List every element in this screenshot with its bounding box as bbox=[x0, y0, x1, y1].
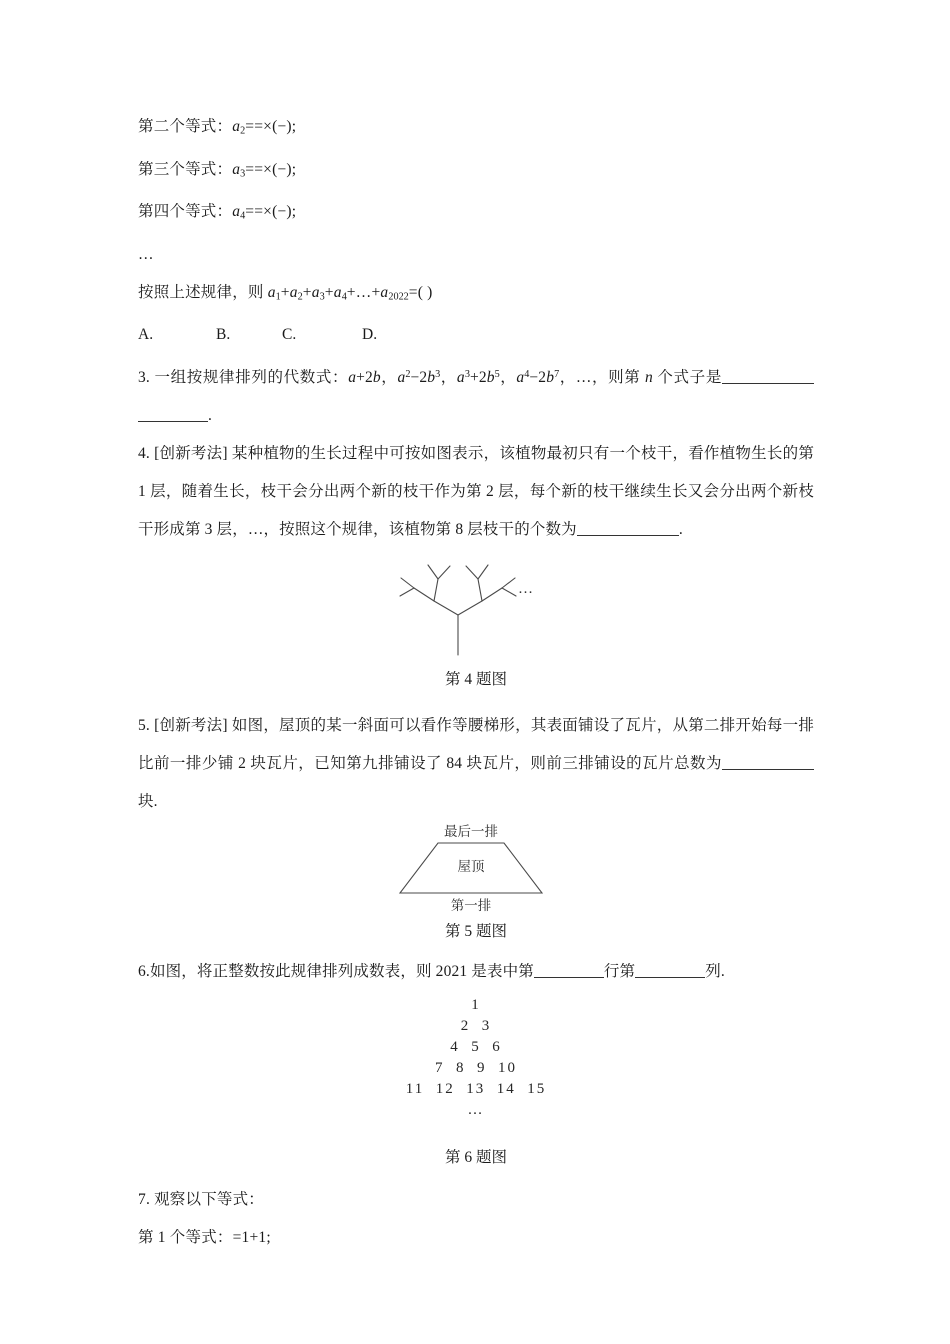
q3-text-lead: 一组按规律排列的代数式： bbox=[154, 369, 349, 387]
q5-figure bbox=[138, 823, 814, 915]
pyramid-cell: 15 bbox=[527, 1081, 547, 1098]
pyramid-row-2 bbox=[138, 1016, 814, 1037]
equation-line-2-var: a bbox=[232, 118, 241, 135]
q5-answer-blank[interactable] bbox=[722, 755, 814, 771]
trapezoid-inner-label: 屋顶 bbox=[457, 859, 485, 875]
equation-line-3-sub: 3 bbox=[240, 168, 246, 180]
q2-term-3: $a_3$ bbox=[311, 283, 325, 303]
q3-expression-1: a+2b bbox=[348, 369, 381, 387]
equation-line-2 bbox=[138, 108, 814, 151]
equation-line-3 bbox=[138, 151, 814, 194]
choice-c[interactable]: C. bbox=[282, 326, 297, 344]
q3-answer-blank[interactable] bbox=[722, 369, 814, 385]
q5-text: 如图，屋顶的某一斜面可以看作等腰梯形，其表面铺设了瓦片，从第二排开始每一排比前一排少铺 2 块瓦片，已知第九排铺设了 84 块瓦片，则前三排铺设的瓦片总数为 bbox=[138, 717, 814, 773]
trapezoid-top-label: 最后一排 bbox=[444, 824, 498, 840]
q3-expression-4: $a^4-2b^7$ bbox=[516, 369, 560, 387]
q4-figure-caption: 第 4 题图 bbox=[444, 671, 507, 689]
q2-rule-prefix: 按照上述规律，则 bbox=[138, 283, 268, 301]
q6-column-blank[interactable] bbox=[635, 963, 705, 979]
q3-text-tail: 个式子是 bbox=[652, 369, 722, 387]
pyramid-cell: 13 bbox=[466, 1081, 486, 1098]
question-7 bbox=[138, 1181, 814, 1219]
q4-text: 某种植物的生长过程中可按如图表示，该植物最初只有一个枝干，看作植物生长的第 1 层，随着生长，枝干会分出两个新的枝干作为第 2 层，每个新的枝干继续生长又会分出两个新枝干形成第 3 层，…，按照这个规律，该植物第 8 层枝干的个数为 bbox=[138, 445, 814, 539]
equation-line-4 bbox=[138, 193, 814, 236]
q2-term-last: $a_{2022}$ bbox=[380, 283, 409, 303]
pyramid-row-5 bbox=[138, 1079, 814, 1100]
q7-first-equation: 第 1 个等式：=1+1; bbox=[138, 1229, 271, 1247]
pyramid-cell: 4 bbox=[450, 1039, 460, 1056]
trapezoid-bottom-label: 第一排 bbox=[450, 898, 492, 914]
q2-sum-line: 按照上述规律，则 $a_1+a_2+a_3+a_4+\dots+a_{2022}=$( ) bbox=[138, 283, 433, 303]
q7-text: 观察以下等式： bbox=[154, 1191, 265, 1209]
question-6 bbox=[138, 953, 814, 991]
q2-choices bbox=[138, 316, 814, 354]
pyramid-cell: 10 bbox=[498, 1060, 517, 1077]
q3-var-n: n bbox=[644, 369, 653, 387]
q4-answer-blank-tail[interactable] bbox=[669, 521, 679, 537]
pyramid-cell: 2 bbox=[460, 1018, 471, 1035]
plant-branching-diagram bbox=[138, 555, 814, 661]
q4-period: . bbox=[678, 521, 683, 539]
pyramid-cell: 14 bbox=[496, 1081, 516, 1098]
q6-number-pyramid bbox=[138, 995, 814, 1121]
pyramid-cell: 7 bbox=[435, 1060, 445, 1077]
q3-expression-2: $a^2-2b^3$ bbox=[397, 369, 441, 387]
q2-term-2: $a_2$ bbox=[289, 283, 303, 303]
equation-line-3-prefix: 第三个等式： bbox=[138, 160, 233, 178]
q6-text-mid: 行第 bbox=[603, 963, 636, 981]
equation-line-4-var: a bbox=[232, 203, 241, 221]
q4-figure-ellipsis: … bbox=[518, 581, 535, 598]
q4-figure bbox=[138, 555, 814, 661]
pyramid-cell: 1 bbox=[471, 997, 481, 1014]
q3-answer-blank-2[interactable] bbox=[138, 407, 208, 423]
equation-line-4-sub: 4 bbox=[240, 210, 246, 222]
equation-line-4-prefix: 第四个等式： bbox=[138, 203, 233, 221]
question-4 bbox=[138, 435, 814, 549]
equation-line-3-var: a bbox=[232, 160, 241, 178]
equation-line-2-sub: 2 bbox=[240, 125, 246, 137]
equation-list-ellipsis: … bbox=[138, 245, 154, 263]
choice-d[interactable]: D. bbox=[362, 326, 378, 344]
pyramid-row-4 bbox=[138, 1058, 814, 1079]
choice-b[interactable]: B. bbox=[216, 326, 231, 344]
q2-term-1: $a_1$ bbox=[267, 283, 281, 303]
roof-trapezoid-diagram bbox=[138, 823, 814, 915]
q5-number: 5. bbox=[138, 717, 150, 735]
q7-number: 7. bbox=[138, 1191, 151, 1209]
q4-answer-blank[interactable] bbox=[577, 521, 669, 537]
pyramid-row-3 bbox=[138, 1037, 814, 1058]
q3-number: 3. bbox=[138, 369, 150, 387]
q5-tag: [创新考法] bbox=[154, 717, 228, 735]
q4-number: 4. bbox=[138, 445, 150, 463]
q6-figure-caption: 第 6 题图 bbox=[444, 1149, 507, 1167]
pyramid-cell: 6 bbox=[492, 1039, 502, 1056]
pyramid-cell: 8 bbox=[456, 1060, 466, 1077]
pyramid-cell: 5 bbox=[471, 1039, 481, 1056]
page-content bbox=[138, 108, 814, 1257]
pyramid-cell: 9 bbox=[477, 1060, 487, 1077]
q6-number: 6. bbox=[138, 963, 150, 981]
q3-text-mid: ，…，则第 bbox=[559, 369, 645, 387]
pyramid-cell: 11 bbox=[405, 1081, 425, 1098]
q3-period: . bbox=[208, 407, 213, 425]
pyramid-ellipsis: … bbox=[467, 1102, 485, 1119]
equation-line-2-prefix: 第二个等式： bbox=[138, 118, 233, 135]
pyramid-row-1 bbox=[138, 995, 814, 1016]
pyramid-cell: 12 bbox=[435, 1081, 455, 1098]
pyramid-cell: 3 bbox=[481, 1018, 492, 1035]
q6-row-blank[interactable] bbox=[534, 963, 604, 979]
q6-text-tail: 列. bbox=[705, 963, 725, 981]
q4-tag: [创新考法] bbox=[154, 445, 228, 463]
equation-line-3-body: ==×(−); bbox=[245, 160, 297, 178]
equation-line-2-body: ==×(−); bbox=[245, 118, 297, 135]
q2-sum-tail: =( ) bbox=[408, 283, 433, 301]
question-3: 3. 一组按规律排列的代数式：a+2b，$a^2-2b^3$，$a^3+2b^5$，$a^4-2b^7$，…，则第 n 个式子是. bbox=[138, 356, 814, 435]
q5-unit: 块. bbox=[138, 793, 158, 811]
question-5 bbox=[138, 707, 814, 821]
choice-a[interactable]: A. bbox=[138, 326, 154, 344]
q5-figure-caption: 第 5 题图 bbox=[444, 923, 507, 941]
q2-term-4: $a_4$ bbox=[333, 283, 347, 303]
equation-line-4-body: ==×(−); bbox=[245, 203, 297, 221]
q3-expression-3: $a^3+2b^5$ bbox=[456, 369, 500, 387]
q6-text-lead: 如图，将正整数按此规律排列成数表，则 2021 是表中第 bbox=[149, 963, 534, 981]
